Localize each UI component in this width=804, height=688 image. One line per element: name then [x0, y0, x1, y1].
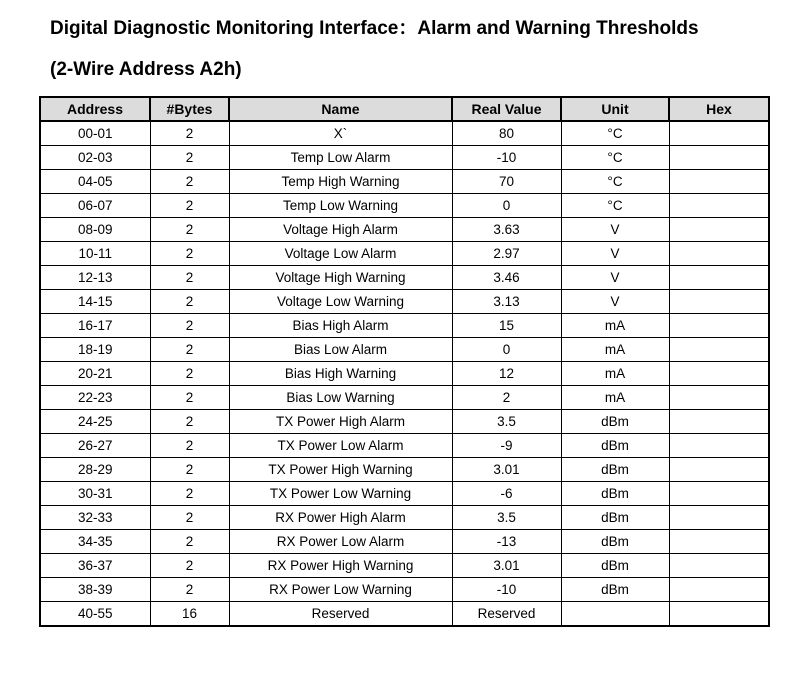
- hex-cell: [669, 266, 769, 290]
- name-cell: Bias High Warning: [229, 362, 452, 386]
- hex-cell: [669, 434, 769, 458]
- hex-cell: [669, 602, 769, 627]
- name-cell: RX Power High Alarm: [229, 506, 452, 530]
- hex-cell: [669, 314, 769, 338]
- real-value-cell: -9: [452, 434, 561, 458]
- column-header-bytes: #Bytes: [150, 97, 229, 121]
- table-row: [40, 314, 769, 338]
- bytes-cell: 16: [150, 602, 229, 627]
- real-value-cell: -10: [452, 578, 561, 602]
- column-header-address: Address: [40, 97, 150, 121]
- real-value-cell: 2.97: [452, 242, 561, 266]
- bytes-cell: 2: [150, 242, 229, 266]
- name-cell: X`: [229, 121, 452, 146]
- name-cell: Bias Low Warning: [229, 386, 452, 410]
- bytes-cell: 2: [150, 554, 229, 578]
- name-cell: Temp Low Warning: [229, 194, 452, 218]
- unit-cell: V: [561, 218, 669, 242]
- table-row: [40, 194, 769, 218]
- hex-cell: [669, 338, 769, 362]
- real-value-cell: 3.01: [452, 554, 561, 578]
- name-cell: Bias Low Alarm: [229, 338, 452, 362]
- hex-cell: [669, 458, 769, 482]
- unit-cell: °C: [561, 194, 669, 218]
- name-cell: Voltage High Alarm: [229, 218, 452, 242]
- table-row: [40, 242, 769, 266]
- thresholds-table: [39, 96, 770, 627]
- bytes-cell: 2: [150, 578, 229, 602]
- address-cell: 38-39: [40, 578, 150, 602]
- address-cell: 12-13: [40, 266, 150, 290]
- unit-cell: dBm: [561, 458, 669, 482]
- real-value-cell: 15: [452, 314, 561, 338]
- page-subtitle: (2-Wire Address A2h): [50, 59, 242, 80]
- real-value-cell: 3.5: [452, 506, 561, 530]
- bytes-cell: 2: [150, 338, 229, 362]
- name-cell: Bias High Alarm: [229, 314, 452, 338]
- bytes-cell: 2: [150, 170, 229, 194]
- address-cell: 26-27: [40, 434, 150, 458]
- real-value-cell: 3.01: [452, 458, 561, 482]
- unit-cell: [561, 602, 669, 627]
- real-value-cell: 0: [452, 338, 561, 362]
- address-cell: 40-55: [40, 602, 150, 627]
- real-value-cell: 3.46: [452, 266, 561, 290]
- column-header-unit: Unit: [561, 97, 669, 121]
- bytes-cell: 2: [150, 146, 229, 170]
- unit-cell: dBm: [561, 530, 669, 554]
- unit-cell: °C: [561, 121, 669, 146]
- hex-cell: [669, 146, 769, 170]
- address-cell: 00-01: [40, 121, 150, 146]
- real-value-cell: 80: [452, 121, 561, 146]
- bytes-cell: 2: [150, 266, 229, 290]
- real-value-cell: 3.13: [452, 290, 561, 314]
- column-header-hex: Hex: [669, 97, 769, 121]
- unit-cell: dBm: [561, 578, 669, 602]
- bytes-cell: 2: [150, 362, 229, 386]
- bytes-cell: 2: [150, 194, 229, 218]
- name-cell: TX Power High Alarm: [229, 410, 452, 434]
- address-cell: 10-11: [40, 242, 150, 266]
- bytes-cell: 2: [150, 506, 229, 530]
- address-cell: 36-37: [40, 554, 150, 578]
- name-cell: TX Power High Warning: [229, 458, 452, 482]
- address-cell: 16-17: [40, 314, 150, 338]
- address-cell: 28-29: [40, 458, 150, 482]
- real-value-cell: 70: [452, 170, 561, 194]
- hex-cell: [669, 410, 769, 434]
- hex-cell: [669, 386, 769, 410]
- bytes-cell: 2: [150, 434, 229, 458]
- table-row: [40, 338, 769, 362]
- table-row: [40, 482, 769, 506]
- table-body: [40, 121, 769, 626]
- column-header-real-value: Real Value: [452, 97, 561, 121]
- table-row: [40, 410, 769, 434]
- unit-cell: dBm: [561, 434, 669, 458]
- hex-cell: [669, 242, 769, 266]
- real-value-cell: -6: [452, 482, 561, 506]
- bytes-cell: 2: [150, 290, 229, 314]
- address-cell: 02-03: [40, 146, 150, 170]
- table-row: [40, 506, 769, 530]
- name-cell: Temp Low Alarm: [229, 146, 452, 170]
- hex-cell: [669, 530, 769, 554]
- real-value-cell: 3.5: [452, 410, 561, 434]
- real-value-cell: -13: [452, 530, 561, 554]
- name-cell: Voltage Low Warning: [229, 290, 452, 314]
- unit-cell: V: [561, 242, 669, 266]
- bytes-cell: 2: [150, 218, 229, 242]
- hex-cell: [669, 194, 769, 218]
- bytes-cell: 2: [150, 482, 229, 506]
- address-cell: 08-09: [40, 218, 150, 242]
- table-row: [40, 578, 769, 602]
- unit-cell: dBm: [561, 554, 669, 578]
- address-cell: 34-35: [40, 530, 150, 554]
- table-row: [40, 266, 769, 290]
- unit-cell: V: [561, 266, 669, 290]
- bytes-cell: 2: [150, 410, 229, 434]
- page-title: Digital Diagnostic Monitoring Interface：Alarm and Warning Thresholds: [50, 18, 699, 39]
- address-cell: 04-05: [40, 170, 150, 194]
- real-value-cell: 12: [452, 362, 561, 386]
- address-cell: 30-31: [40, 482, 150, 506]
- name-cell: RX Power Low Warning: [229, 578, 452, 602]
- hex-cell: [669, 554, 769, 578]
- address-cell: 20-21: [40, 362, 150, 386]
- name-cell: TX Power Low Alarm: [229, 434, 452, 458]
- table-row: [40, 434, 769, 458]
- hex-cell: [669, 578, 769, 602]
- table-row: [40, 530, 769, 554]
- table-row: [40, 362, 769, 386]
- table-row: [40, 602, 769, 627]
- unit-cell: mA: [561, 386, 669, 410]
- real-value-cell: 2: [452, 386, 561, 410]
- hex-cell: [669, 482, 769, 506]
- address-cell: 22-23: [40, 386, 150, 410]
- hex-cell: [669, 290, 769, 314]
- table-row: [40, 458, 769, 482]
- address-cell: 24-25: [40, 410, 150, 434]
- table-header-row: [40, 97, 769, 121]
- unit-cell: mA: [561, 314, 669, 338]
- unit-cell: dBm: [561, 506, 669, 530]
- real-value-cell: 0: [452, 194, 561, 218]
- table-row: [40, 554, 769, 578]
- unit-cell: °C: [561, 146, 669, 170]
- bytes-cell: 2: [150, 121, 229, 146]
- name-cell: Voltage High Warning: [229, 266, 452, 290]
- table-row: [40, 121, 769, 146]
- hex-cell: [669, 362, 769, 386]
- unit-cell: dBm: [561, 482, 669, 506]
- table-row: [40, 386, 769, 410]
- table-row: [40, 218, 769, 242]
- bytes-cell: 2: [150, 314, 229, 338]
- real-value-cell: 3.63: [452, 218, 561, 242]
- name-cell: RX Power Low Alarm: [229, 530, 452, 554]
- address-cell: 18-19: [40, 338, 150, 362]
- hex-cell: [669, 121, 769, 146]
- name-cell: RX Power High Warning: [229, 554, 452, 578]
- table-row: [40, 146, 769, 170]
- table-row: [40, 290, 769, 314]
- table-row: [40, 170, 769, 194]
- address-cell: 14-15: [40, 290, 150, 314]
- unit-cell: mA: [561, 362, 669, 386]
- real-value-cell: -10: [452, 146, 561, 170]
- column-header-name: Name: [229, 97, 452, 121]
- name-cell: Reserved: [229, 602, 452, 627]
- address-cell: 32-33: [40, 506, 150, 530]
- hex-cell: [669, 506, 769, 530]
- name-cell: Temp High Warning: [229, 170, 452, 194]
- name-cell: Voltage Low Alarm: [229, 242, 452, 266]
- unit-cell: °C: [561, 170, 669, 194]
- hex-cell: [669, 218, 769, 242]
- bytes-cell: 2: [150, 386, 229, 410]
- name-cell: TX Power Low Warning: [229, 482, 452, 506]
- address-cell: 06-07: [40, 194, 150, 218]
- unit-cell: dBm: [561, 410, 669, 434]
- unit-cell: V: [561, 290, 669, 314]
- real-value-cell: Reserved: [452, 602, 561, 627]
- unit-cell: mA: [561, 338, 669, 362]
- hex-cell: [669, 170, 769, 194]
- bytes-cell: 2: [150, 458, 229, 482]
- bytes-cell: 2: [150, 530, 229, 554]
